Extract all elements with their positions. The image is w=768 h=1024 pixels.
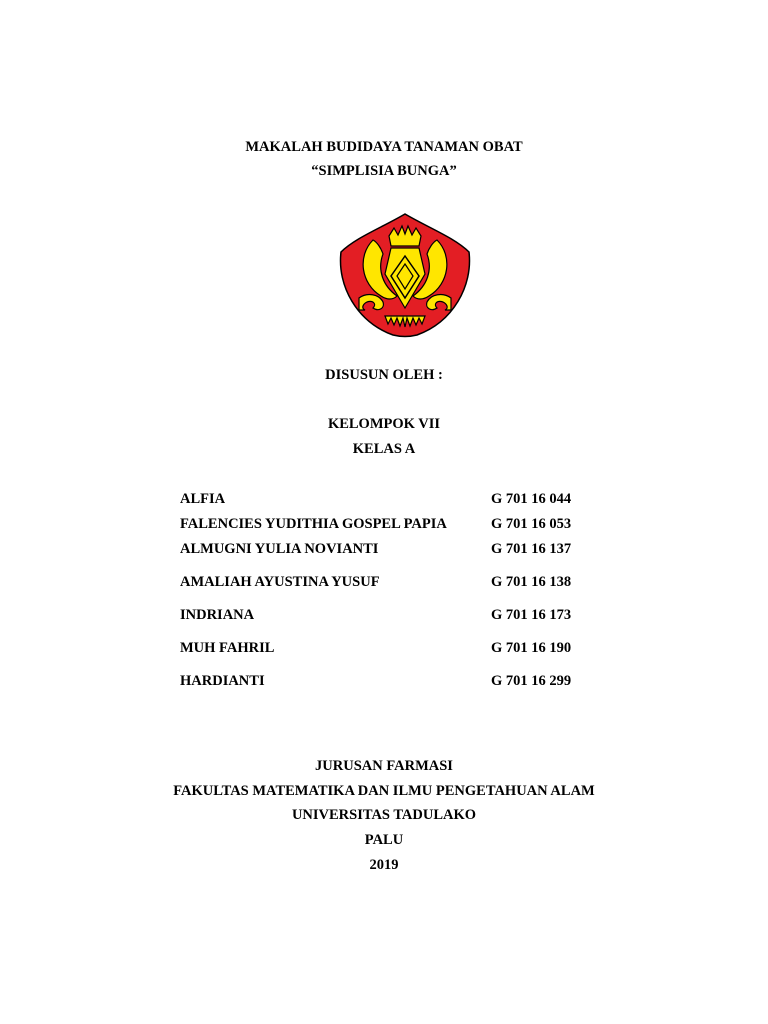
member-name: INDRIANA	[180, 607, 255, 623]
document-title: MAKALAH BUDIDAYA TANAMAN OBAT	[245, 139, 523, 155]
document-subtitle: “SIMPLISIA BUNGA”	[311, 163, 457, 179]
city-name: PALU	[364, 832, 404, 848]
university-emblem-icon	[337, 212, 473, 338]
university-name: UNIVERSITAS TADULAKO	[291, 807, 477, 823]
member-name: AMALIAH AYUSTINA YUSUF	[180, 574, 380, 590]
member-name: HARDIANTI	[180, 673, 265, 689]
member-name: MUH FAHRIL	[180, 640, 275, 656]
year-label: 2019	[369, 857, 399, 873]
member-nim: G 701 16 299	[491, 673, 572, 689]
department-name: JURUSAN FARMASI	[315, 758, 453, 774]
member-name: ALFIA	[180, 491, 226, 507]
member-nim: G 701 16 044	[491, 491, 572, 507]
member-nim: G 701 16 138	[491, 574, 572, 590]
member-name: ALMUGNI YULIA NOVIANTI	[180, 541, 379, 557]
member-nim: G 701 16 173	[491, 607, 572, 623]
member-nim: G 701 16 053	[491, 516, 572, 532]
faculty-name: FAKULTAS MATEMATIKA DAN ILMU PENGETAHUAN ALAM	[173, 783, 595, 799]
member-name: FALENCIES YUDITHIA GOSPEL PAPIA	[180, 516, 447, 532]
prepared-by-label: DISUSUN OLEH :	[325, 367, 443, 383]
member-nim: G 701 16 190	[491, 640, 572, 656]
group-label: KELOMPOK VII	[327, 416, 441, 432]
class-label: KELAS A	[352, 441, 416, 457]
member-nim: G 701 16 137	[491, 541, 572, 557]
